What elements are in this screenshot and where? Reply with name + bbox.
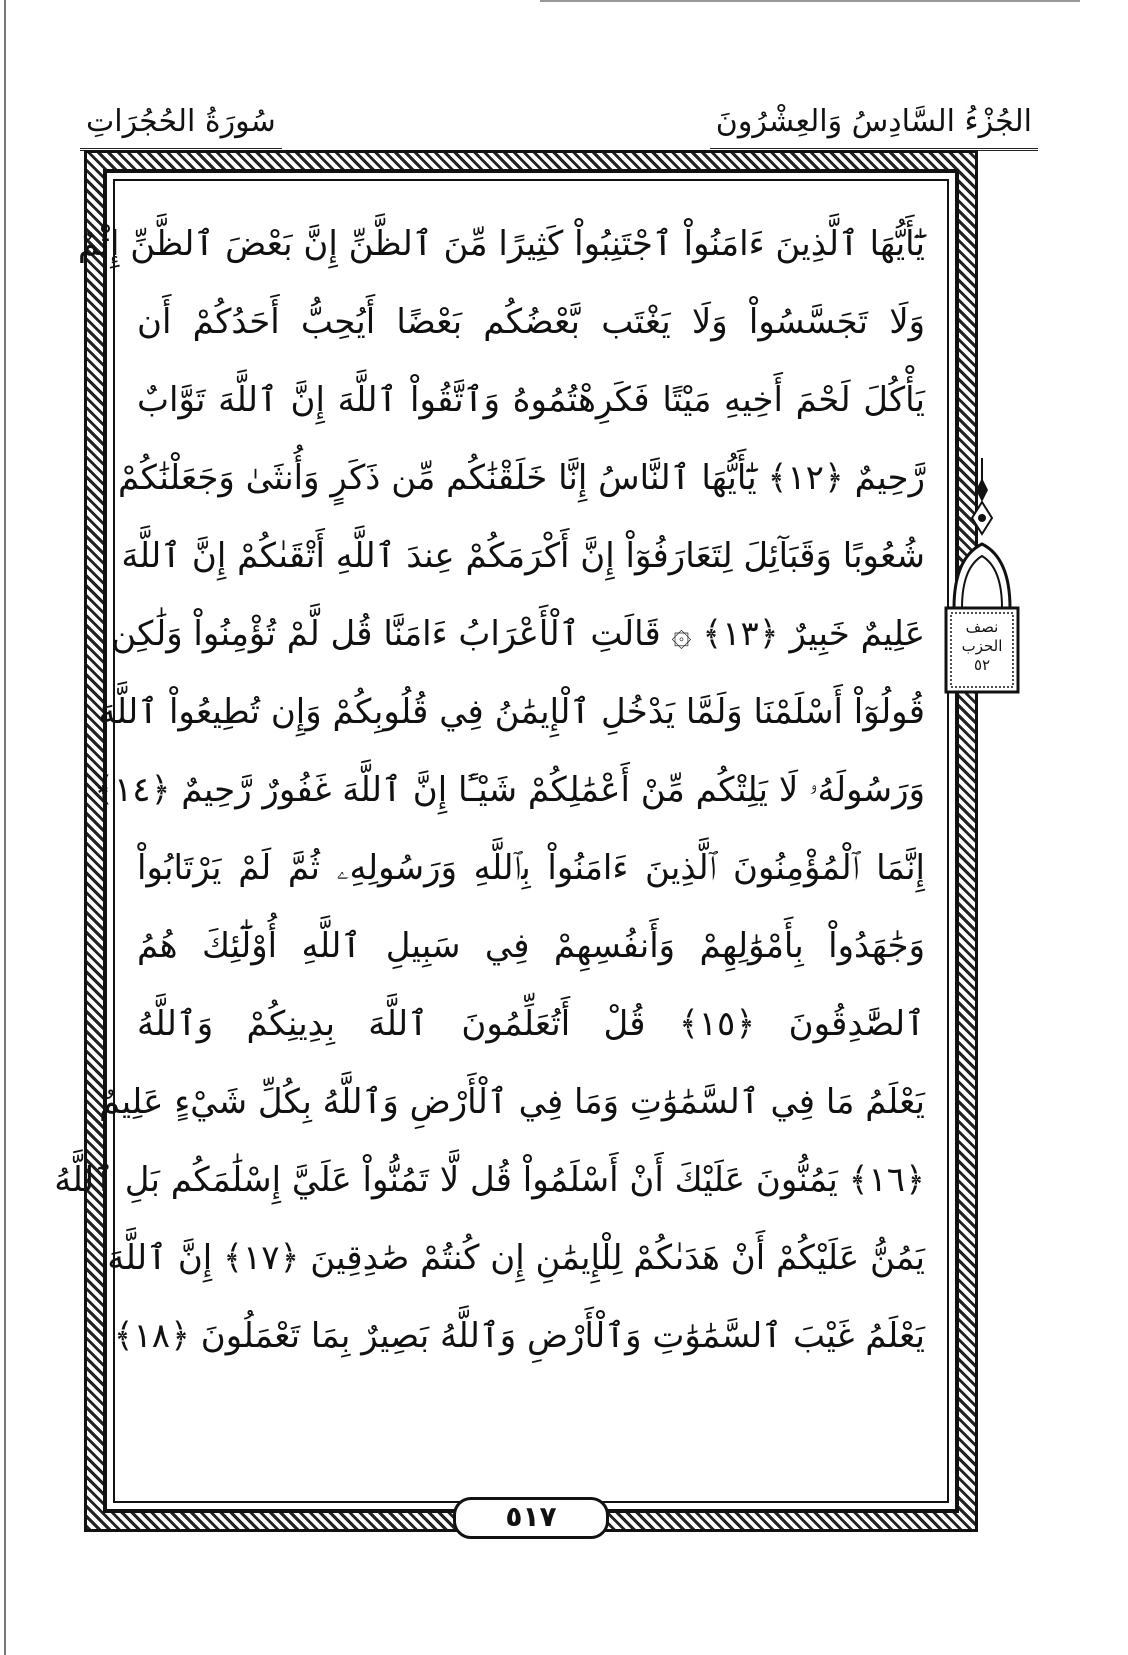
hizb-line-1: نصف: [965, 618, 999, 636]
verse-line: وَلَا تَجَسَّسُواْ وَلَا يَغْتَب بَّعْضُكُم بَعْضًا أَيُحِبُّ أَحَدُكُمْ أَن: [137, 302, 925, 342]
hizb-label: [944, 618, 1020, 675]
verse-line: يَٰٓأَيُّهَا ٱلَّذِينَ ءَامَنُواْ ٱجْتَنِبُواْ كَثِيرًا مِّنَ ٱلظَّنِّ إِنَّ بَعْضَ ٱلظَّنِّ إِثْمٌ: [77, 224, 925, 264]
verse-line: يَأْكُلَ لَحْمَ أَخِيهِ مَيْتًا فَكَرِهْتُمُوهُ وَٱتَّقُواْ ٱللَّهَ إِنَّ ٱللَّهَ تَوَّابٌ: [137, 380, 925, 420]
surah-name: سُورَةُ الحُجُرَاتِ: [80, 98, 282, 151]
hizb-line-2: الحزب: [961, 637, 1003, 655]
page-header: [0, 98, 1128, 158]
page-top-line: [540, 0, 1080, 2]
verse-line: يَعْلَمُ مَا فِي ٱلسَّمَٰوَٰتِ وَمَا فِي ٱلْأَرْضِ وَٱللَّهُ بِكُلِّ شَيْءٍ عَلِيمٌ: [99, 1082, 925, 1122]
juz-name: الجُزْءُ السَّادِسُ وَالعِشْرُونَ: [710, 98, 1038, 151]
verses-block: [54, 205, 925, 1375]
verse-line: عَلِيمٌ خَبِيرٌ ﴿١٣﴾ ۞ قَالَتِ ٱلْأَعْرَابُ ءَامَنَّا قُل لَّمْ تُؤْمِنُواْ وَلَٰكِن: [111, 614, 925, 654]
page-edge-line: [4, 0, 6, 1655]
verse-line: رَّحِيمٌ ﴿١٢﴾ يَٰٓأَيُّهَا ٱلنَّاسُ إِنَّا خَلَقْنَٰكُم مِّن ذَكَرٍ وَأُنثَىٰ وَجَعَلْنَٰكُمْ: [118, 458, 925, 498]
hizb-marker: [944, 458, 1020, 698]
page-frame-border: [54, 169, 959, 1513]
verse-line: وَرَسُولَهُۥ لَا يَلِتْكُم مِّنْ أَعْمَٰلِكُمْ شَيْـًٔا إِنَّ ٱللَّهَ غَفُورٌ رَّحِيمٌ ﴿١٤﴾: [94, 770, 925, 810]
verse-line: ﴿١٦﴾ يَمُنُّونَ عَلَيْكَ أَنْ أَسْلَمُواْ قُل لَّا تَمُنُّواْ عَلَيَّ إِسْلَٰمَكُم بَلِ ٱللَّهُ: [54, 1160, 925, 1200]
page-number: ٥١٧: [453, 1497, 609, 1539]
verse-line: قُولُوٓاْ أَسْلَمْنَا وَلَمَّا يَدْخُلِ ٱلْإِيمَٰنُ فِي قُلُوبِكُمْ وَإِن تُطِيعُواْ ٱللَّهَ: [98, 692, 925, 732]
verse-line: يَمُنُّ عَلَيْكُمْ أَنْ هَدَىٰكُمْ لِلْإِيمَٰنِ إِن كُنتُمْ صَٰدِقِينَ ﴿١٧﴾ إِنَّ ٱللَّهَ: [107, 1238, 925, 1278]
verse-line: وَجَٰهَدُواْ بِأَمْوَٰلِهِمْ وَأَنفُسِهِمْ فِي سَبِيلِ ٱللَّهِ أُوْلَٰٓئِكَ هُمُ: [137, 926, 925, 966]
text-area: [54, 179, 949, 1503]
verse-line: شُعُوبًا وَقَبَآئِلَ لِتَعَارَفُوٓاْ إِنَّ أَكْرَمَكُمْ عِندَ ٱللَّهِ أَتْقَىٰكُمْ إِنَّ ٱللَّهَ: [121, 536, 925, 576]
verse-line: إِنَّمَا ٱلْمُؤْمِنُونَ ٱلَّذِينَ ءَامَنُواْ بِٱللَّهِ وَرَسُولِهِۦ ثُمَّ لَمْ يَرْتَابُواْ: [137, 848, 925, 888]
page-frame: [54, 150, 978, 1533]
verse-line: ٱلصَّٰدِقُونَ ﴿١٥﴾ قُلْ أَتُعَلِّمُونَ ٱللَّهَ بِدِينِكُمْ وَٱللَّهُ: [137, 1004, 925, 1044]
verse-line: يَعْلَمُ غَيْبَ ٱلسَّمَٰوَٰتِ وَٱلْأَرْضِ وَٱللَّهُ بَصِيرٌ بِمَا تَعْمَلُونَ ﴿١٨﴾: [113, 1316, 925, 1356]
hizb-line-3: ٥٢: [973, 656, 991, 674]
